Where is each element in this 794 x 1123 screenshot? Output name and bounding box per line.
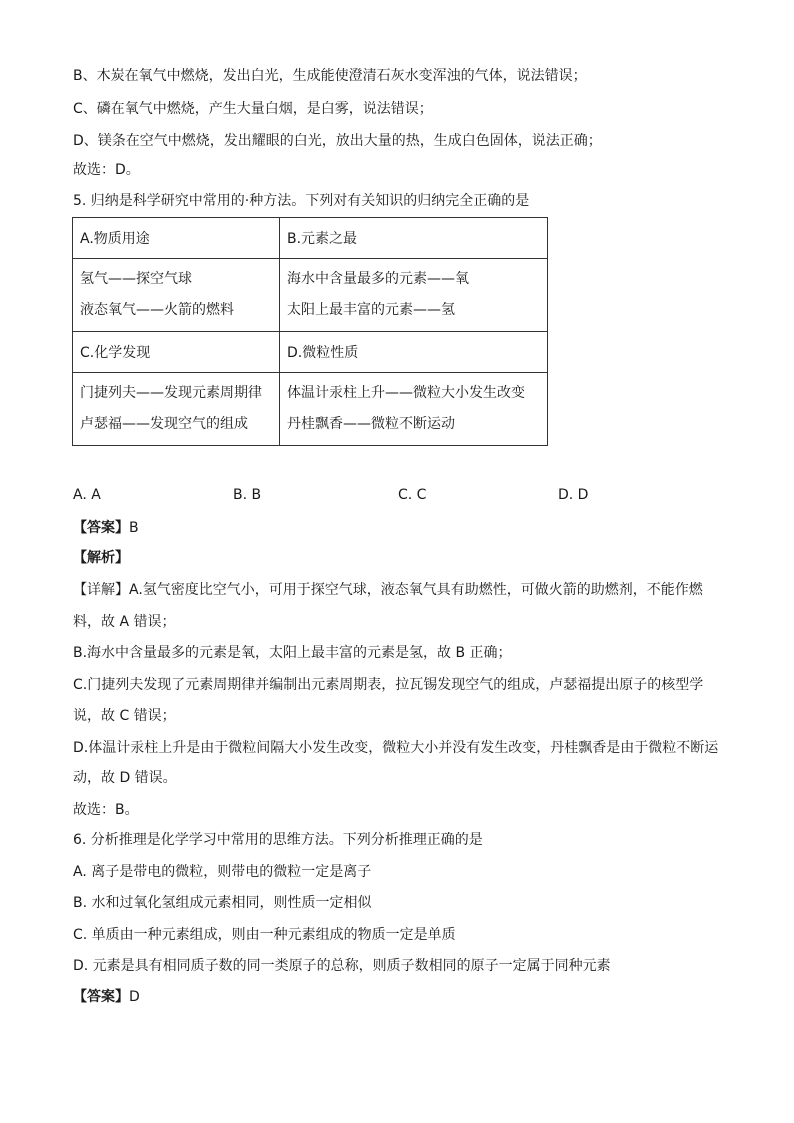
q6-answer xyxy=(73,987,140,1007)
q5-detail-line: 动，故 D 错误。 xyxy=(73,770,177,786)
answer-value: B xyxy=(129,520,139,536)
table-cell-d-head: D.微粒性质 xyxy=(280,332,548,373)
prev-option-c-text: C、磷在氧气中燃烧，产生大量白烟，是白雾，说法错误； xyxy=(73,101,433,117)
q6-option-c: C. 单质由一种元素组成，则由一种元素组成的物质一定是单质 xyxy=(73,927,456,943)
prev-option-d-text: D、镁条在空气中燃烧，发出耀眼的白光，放出大量的热，生成白色固体，说法正确； xyxy=(73,133,602,149)
q5-option-b: B. B xyxy=(233,487,262,503)
q5-detail-line: 说，故 C 错误； xyxy=(73,708,176,724)
table-cell-b-head: B.元素之最 xyxy=(280,218,548,259)
table-cell-b-line-1: 海水中含量最多的元素——氧 xyxy=(287,271,469,287)
answer-label: 【答案】 xyxy=(73,520,129,536)
table-cell-a-head: A.物质用途 xyxy=(73,218,280,259)
table-cell-c-head: C.化学发现 xyxy=(73,332,280,373)
table-row xyxy=(73,259,548,332)
table-cell-b-line-2: 太阳上最丰富的元素——氢 xyxy=(287,302,455,318)
q5-conclusion: 故选：B。 xyxy=(73,802,139,818)
table-row xyxy=(73,373,548,446)
table-row xyxy=(73,332,548,373)
table-cell-b-body xyxy=(280,259,548,332)
table-row xyxy=(73,218,548,259)
table-cell-a-body xyxy=(73,259,280,332)
q5-option-a: A. A xyxy=(73,487,101,503)
q5-detail-line: D.体温计汞柱上升是由于微粒间隔大小发生改变，微粒大小并没有发生改变，丹桂飘香是由于微粒不断运 xyxy=(73,740,719,756)
table-cell-a-line-1: 氢气——探空气球 xyxy=(80,271,192,287)
q5-stem: 5. 归纳是科学研究中常用的·种方法。下列对有关知识的归纳完全正确的是 xyxy=(73,193,530,209)
q5-detail-line: B.海水中含量最多的元素是氧，太阳上最丰富的元素是氢，故 B 正确； xyxy=(73,645,512,661)
answer-label: 【答案】 xyxy=(73,989,129,1005)
table-cell-d-line-1: 体温计汞柱上升——微粒大小发生改变 xyxy=(287,385,525,401)
q5-detail-line: 【详解】A.氢气密度比空气小，可用于探空气球，液态氧气具有助燃性，可做火箭的助燃剂，不能作燃 xyxy=(73,582,703,598)
q5-analysis-label: 【解析】 xyxy=(73,550,129,566)
q6-option-d: D. 元素是具有相同质子数的同一类原子的总称，则质子数相同的原子一定属于同种元素 xyxy=(73,958,611,974)
q6-stem: 6. 分析推理是化学学习中常用的思维方法。下列分析推理正确的是 xyxy=(73,832,483,848)
q6-option-a: A. 离子是带电的微粒，则带电的微粒一定是离子 xyxy=(73,864,372,880)
answer-value: D xyxy=(129,989,140,1005)
prev-conclusion: 故选：D。 xyxy=(73,162,140,178)
q5-detail-line: 料，故 A 错误； xyxy=(73,614,176,630)
table-cell-c-line-2: 卢瑟福——发现空气的组成 xyxy=(80,416,248,432)
prev-option-b-text: B、木炭在氧气中燃烧，发出白光，生成能使澄清石灰水变浑浊的气体，说法错误； xyxy=(73,68,587,84)
table-cell-c-body xyxy=(73,373,280,446)
q5-option-d: D. D xyxy=(558,487,589,503)
q5-table xyxy=(72,217,548,446)
table-cell-d-line-2: 丹桂飘香——微粒不断运动 xyxy=(287,416,455,432)
q5-answer xyxy=(73,518,139,538)
table-cell-d-body xyxy=(280,373,548,446)
q5-detail-line: C.门捷列夫发现了元素周期律并编制出元素周期表，拉瓦锡发现空气的组成，卢瑟福提出原子的核型学 xyxy=(73,677,704,693)
table-cell-a-line-2: 液态氧气——火箭的燃料 xyxy=(80,302,234,318)
q6-option-b: B. 水和过氧化氢组成元素相同，则性质一定相似 xyxy=(73,895,372,911)
q5-option-c: C. C xyxy=(398,487,427,503)
table-cell-c-line-1: 门捷列夫——发现元素周期律 xyxy=(80,385,262,401)
